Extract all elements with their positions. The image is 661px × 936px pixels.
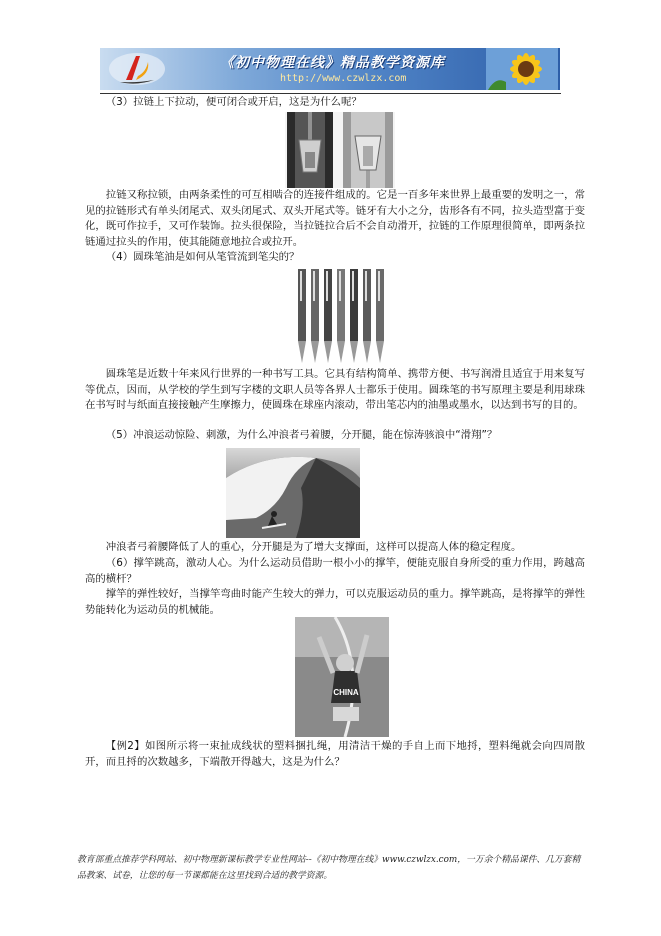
pen-answer: 圆珠笔是近数十年来风行世界的一种书写工具。它具有结构简单、携带方便、书写润滑且适宜于用来复写等优点，因而，从学校的学生到写字楼的文职人员等各界人士都乐于使用。圆珠笔的书写原理主要是利用球珠在书写时与纸面直接接触产生摩擦力，使圆珠在球座内滚动，带出笔芯内的油墨或墨水，以达到书写的目的。 bbox=[85, 368, 585, 411]
surf-question: （5）冲浪运动惊险、刺激，为什么冲浪者弓着腰，分开腿，能在惊涛骇浪中“滑翔”？ bbox=[105, 429, 498, 441]
zipper-question: （3）拉链上下拉动，便可闭合或开启，这是为什么呢？ bbox=[105, 96, 362, 108]
example2-text: 【例2】如图所示将一束扯成线状的塑料捆扎绳，用清洁干燥的手自上而下地捋，塑料绳就会向四周散开，而且捋的次数越多，下端散开得越大，这是为什么？ bbox=[85, 740, 585, 768]
surf-answer: 冲浪者弓着腰降低了人的重心，分开腿是为了增大支撑面，这样可以提高人体的稳定程度。 bbox=[105, 541, 522, 553]
footer-text: 教育部重点推荐学科网站、初中物理新课标教学专业性网站--《初中物理在线》www.czwlzx.com，一万余个精品课件、几万套精品教案、试卷，让您的每一节课都能在这里找到合适的教学资源。 bbox=[77, 855, 581, 881]
banner-url[interactable]: http://www.czwlzx.com bbox=[280, 73, 407, 84]
header-banner bbox=[100, 48, 560, 90]
banner-title: 《初中物理在线》精品教学资源库 bbox=[220, 55, 445, 71]
header-rule bbox=[100, 93, 561, 94]
site-logo-icon bbox=[106, 50, 168, 88]
surfing-photo bbox=[226, 448, 360, 538]
zipper-photo bbox=[285, 112, 395, 188]
pole-vault-jersey-text: CHINA bbox=[333, 688, 359, 697]
polevault-question: （6）撑竿跳高，激动人心。为什么运动员借助一根小小的撑竿，便能克服自身所受的重力作用，跨越高高的横杆？ bbox=[85, 557, 585, 585]
polevault-answer: 撑竿的弹性较好，当撑竿弯曲时能产生较大的弹力，可以克服运动员的重力。撑竿跳高，是将撑竿的弹性势能转化为运动员的机械能。 bbox=[85, 588, 585, 616]
sunflower-icon bbox=[486, 48, 558, 90]
pole-vault-photo bbox=[295, 617, 389, 737]
zipper-answer: 拉链又称拉锁，由两条柔性的可互相啮合的连接件组成的。它是一百多年来世界上最重要的发明之一，常见的拉链形式有单头闭尾式、双头闭尾式、双头开尾式等。链牙有大小之分，齿形各有不同，拉头造型富于变化，既可作拉手，又可作装饰。拉头很保险，当拉链拉合后不会自动滑开，拉链的工作原理很简单，即两条拉链通过拉头的作用，使其能随意地拉合或拉开。 bbox=[85, 189, 585, 248]
ballpoint-pens-photo bbox=[295, 265, 391, 367]
pen-question: （4）圆珠笔油是如何从笔管流到笔尖的？ bbox=[105, 251, 300, 263]
